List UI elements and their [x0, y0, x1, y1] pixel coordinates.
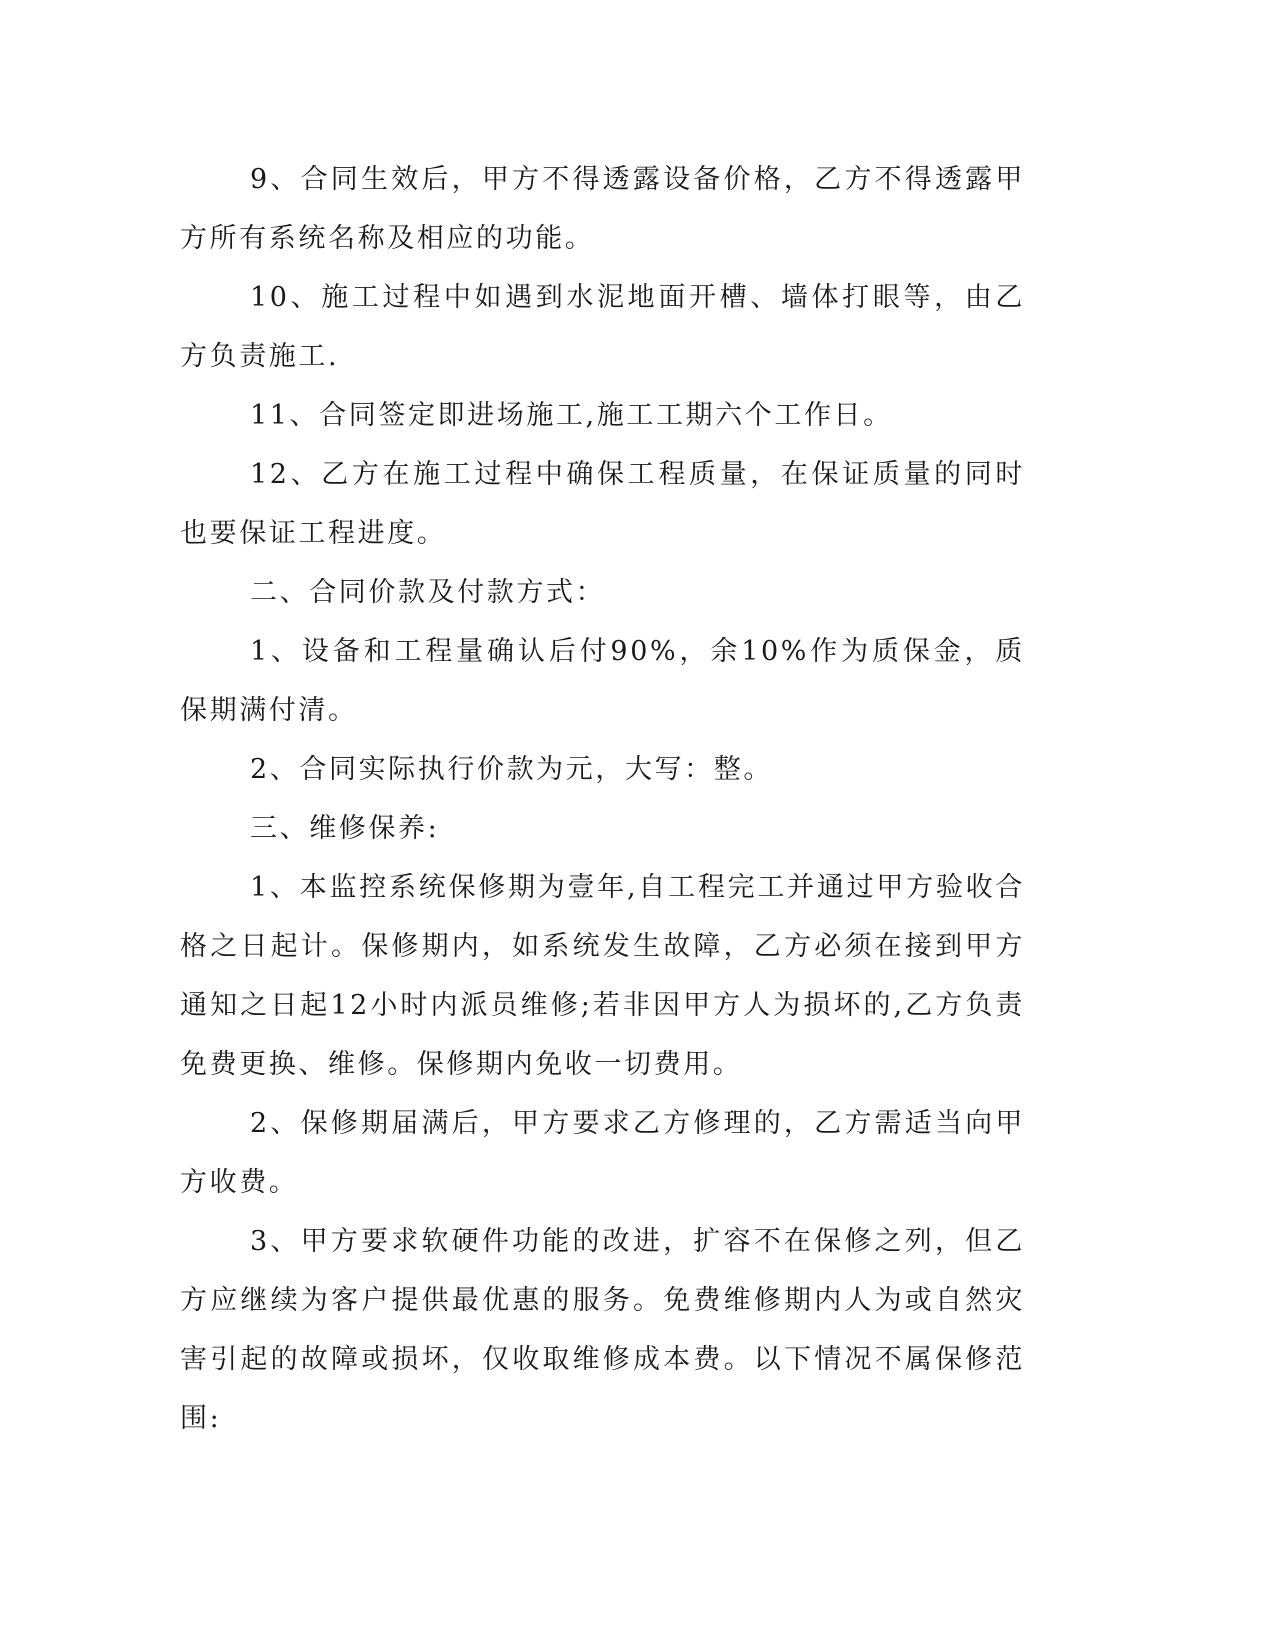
- maintenance-clause-3: 3、甲方要求软硬件功能的改进，扩容不在保修之列，但乙方应继续为客户提供最优惠的服务。免费维修期内人为或自然灾害引起的故障或损坏，仅收取维修成本费。以下情况不属保修范围:: [180, 1226, 1025, 1434]
- payment-clause-2: 2、合同实际执行价款为元，大写：整。: [250, 754, 773, 785]
- section-heading-payment: 二、合同价款及付款方式：: [250, 577, 606, 608]
- maintenance-clause-1: 1、本监控系统保修期为壹年,自工程完工并通过甲方验收合格之日起计。保修期内，如系统发生故障，乙方必须在接到甲方通知之日起12小时内派员维修;若非因甲方人为损坏的,乙方负责免费更换、维修。保修期内免收一切费用。: [180, 872, 1025, 1080]
- maintenance-clause-2: 2、保修期届满后，甲方要求乙方修理的，乙方需适当向甲方收费。: [180, 1108, 1025, 1198]
- document-page: [180, 150, 1025, 1448]
- clause-12: 12、乙方在施工过程中确保工程质量，在保证质量的同时也要保证工程进度。: [180, 459, 1025, 549]
- clause-10: 10、施工过程中如遇到水泥地面开槽、墙体打眼等，由乙方负责施工.: [180, 282, 1025, 372]
- payment-clause-1: 1、设备和工程量确认后付90%，余10%作为质保金，质保期满付清。: [180, 636, 1025, 726]
- clause-11: 11、合同签定即进场施工,施工工期六个工作日。: [250, 400, 893, 431]
- clause-9: 9、合同生效后，甲方不得透露设备价格，乙方不得透露甲方所有系统名称及相应的功能。: [180, 164, 1025, 254]
- section-heading-maintenance: 三、维修保养:: [250, 813, 440, 844]
